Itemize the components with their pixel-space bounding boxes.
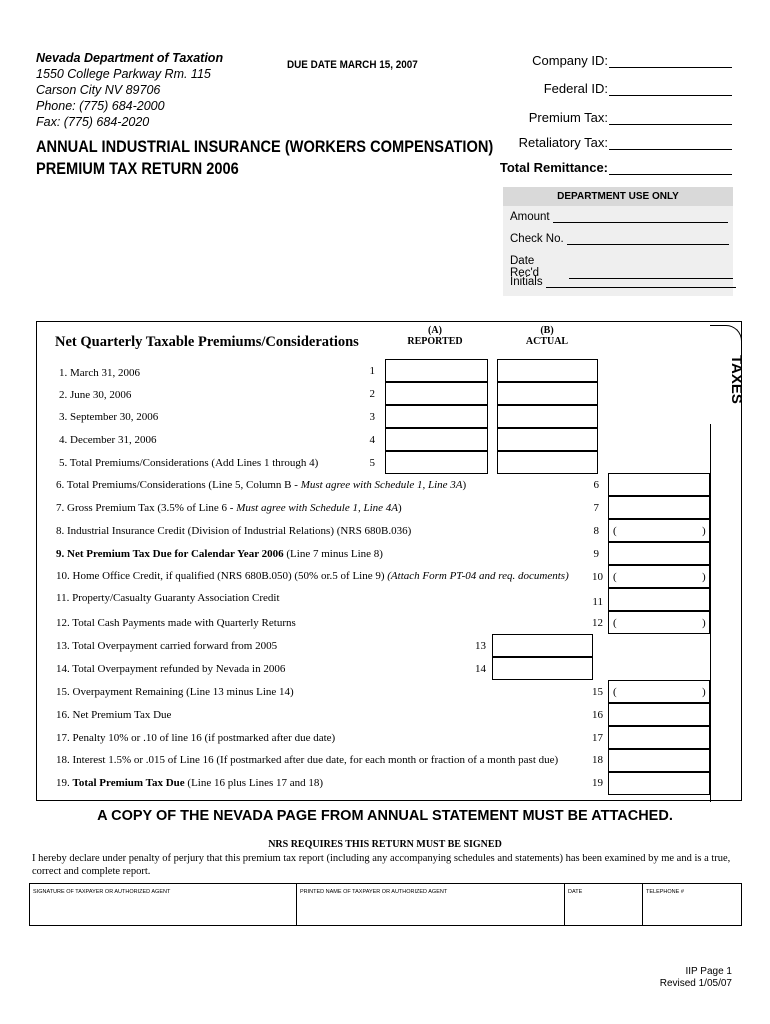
company-id-line[interactable] [609,55,732,68]
line-8-paren-open: ( [613,525,617,537]
line-15-label: 15. Overpayment Remaining (Line 13 minus Line 14) [56,686,294,698]
dept-check-label: Check No. [510,233,564,245]
line-16-label: 16. Net Premium Tax Due [56,709,172,721]
line-4-actual-input[interactable] [497,428,598,451]
line-18-number: 18 [592,754,603,766]
line-15-paren-close: ) [702,686,706,698]
agency-fax: Fax: (775) 684-2020 [36,115,150,129]
revision-date: Revised 1/05/07 [659,978,732,989]
company-id-label: Company ID: [532,53,608,68]
premium-tax-field[interactable] [529,110,732,125]
line-2-reported-input[interactable] [385,382,488,405]
line-17-number: 17 [592,732,603,744]
line-3-number: 3 [369,411,375,423]
line-5-number: 5 [369,457,375,469]
line-10-paren-close: ) [702,571,706,583]
taxes-tab-edge [710,424,711,802]
line-2-label: 2. June 30, 2006 [59,389,132,401]
due-date: DUE DATE MARCH 15, 2007 [287,59,418,71]
line-4-label: 4. December 31, 2006 [59,434,157,446]
signature-table [29,883,742,926]
column-a-header [404,325,466,347]
line-3-actual-input[interactable] [497,405,598,428]
line-16-number: 16 [592,709,603,721]
column-a-label: REPORTED [407,336,463,347]
line-15-paren-open: ( [613,686,617,698]
attachment-notice: A COPY OF THE NEVADA PAGE FROM ANNUAL STATEMENT MUST BE ATTACHED. [97,808,673,824]
dept-initials-label: Initials [510,276,543,288]
column-b-letter: (B) [540,325,554,336]
line-8-number: 8 [593,525,599,537]
line-5-label: 5. Total Premiums/Considerations (Add Lines 1 through 4) [59,457,319,469]
printed-name-cell[interactable] [297,884,565,925]
line-9-number: 9 [593,548,599,560]
form-title-line-1: ANNUAL INDUSTRIAL INSURANCE (WORKERS COMPENSATION) [36,137,494,156]
dept-amount-row [510,211,728,223]
line-2-actual-input[interactable] [497,382,598,405]
line-19-number: 19 [592,777,603,789]
taxes-tab-label: TAXES [728,355,745,404]
date-label: DATE [568,889,583,895]
total-remittance-line[interactable] [609,162,732,175]
line-1-actual-input[interactable] [497,359,598,382]
total-remittance-field[interactable] [500,160,732,175]
line-11-number: 11 [592,596,603,608]
federal-id-line[interactable] [609,83,732,96]
line-18-label: 18. Interest 1.5% or .015 of Line 16 (If postmarked after due date, for each month or fraction of a month past due) [56,754,559,766]
page-footer [660,966,732,990]
line-6-label: 6. Total Premiums/Considerations (Line 5, Column B - Must agree with Schedule 1, Line 3A) [56,479,467,491]
dept-check-row [510,233,729,245]
line-14-label: 14. Total Overpayment refunded by Nevada in 2006 [56,663,286,675]
line-5-actual-input[interactable] [497,451,598,474]
line-15-number: 15 [592,686,603,698]
line-7-label: 7. Gross Premium Tax (3.5% of Line 6 - Must agree with Schedule 1, Line 4A) [56,502,402,514]
line-10-label: 10. Home Office Credit, if qualified (NRS 680B.050) (50% or.5 of Line 9) (Attach Form PT-04 and req. documents) [56,570,569,582]
line-10-input[interactable] [608,565,710,588]
date-cell[interactable] [565,884,643,925]
line-12-paren-close: ) [702,617,706,629]
line-6-input[interactable] [608,473,710,496]
line-14-input[interactable] [492,657,593,680]
telephone-cell[interactable] [643,884,741,925]
section-title: Net Quarterly Taxable Premiums/Considerations [55,334,359,350]
line-5-reported-input[interactable] [385,451,488,474]
line-6-number: 6 [593,479,599,491]
printed-name-label: PRINTED NAME OF TAXPAYER OR AUTHORIZED AGENT [300,889,448,895]
retaliatory-tax-label: Retaliatory Tax: [518,135,608,150]
line-16-input[interactable] [608,703,710,726]
signature-cell[interactable] [30,884,297,925]
page-number: IIP Page 1 [685,966,732,977]
line-4-reported-input[interactable] [385,428,488,451]
total-remittance-label: Total Remittance: [499,160,608,175]
line-13-input[interactable] [492,634,593,657]
federal-id-field[interactable] [544,81,732,96]
column-a-letter: (A) [428,325,442,336]
line-8-input[interactable] [608,519,710,542]
line-1-reported-input[interactable] [385,359,488,382]
line-1-label: 1. March 31, 2006 [59,367,140,379]
line-11-label: 11. Property/Casualty Guaranty Association Credit [56,592,280,604]
line-18-input[interactable] [608,749,710,772]
line-12-paren-open: ( [613,617,617,629]
agency-block [36,50,223,130]
retaliatory-tax-field[interactable] [519,135,732,150]
premium-tax-label: Premium Tax: [528,110,608,125]
line-7-input[interactable] [608,496,710,519]
line-2-number: 2 [369,388,375,400]
line-8-paren-close: ) [702,525,706,537]
federal-id-label: Federal ID: [543,81,608,96]
line-3-label: 3. September 30, 2006 [59,411,159,423]
dept-amount-line [553,212,728,223]
line-17-label: 17. Penalty 10% or .10 of line 16 (if postmarked after due date) [56,732,336,744]
line-14-number: 14 [475,663,486,675]
dept-initials-row [510,276,736,288]
line-19-label: 19. Total Premium Tax Due (Line 16 plus Lines 17 and 18) [56,777,324,789]
department-use-heading: DEPARTMENT USE ONLY [503,187,733,206]
signature-label: SIGNATURE OF TAXPAYER OR AUTHORIZED AGENT [33,889,171,895]
line-13-label: 13. Total Overpayment carried forward from 2005 [56,640,278,652]
agency-address-2: Carson City NV 89706 [36,83,161,97]
line-19-input[interactable] [608,772,710,795]
line-12-input[interactable] [608,611,710,634]
line-1-number: 1 [369,365,375,377]
agency-phone: Phone: (775) 684-2000 [36,99,165,113]
line-10-number: 10 [592,571,603,583]
agency-address-1: 1550 College Parkway Rm. 115 [36,67,211,81]
column-b-label: ACTUAL [525,336,569,347]
line-3-reported-input[interactable] [385,405,488,428]
line-9-input[interactable] [608,542,710,565]
line-12-number: 12 [592,617,603,629]
line-4-number: 4 [369,434,375,446]
agency-name: Nevada Department of Taxation [36,51,224,65]
line-15-input[interactable] [608,680,710,703]
retaliatory-tax-line[interactable] [609,137,732,150]
signature-requirement: NRS REQUIRES THIS RETURN MUST BE SIGNED [268,839,502,850]
line-9-label: 9. Net Premium Tax Due for Calendar Year 2006 (Line 7 minus Line 8) [56,548,383,560]
dept-amount-label: Amount [510,211,550,223]
line-11-input[interactable] [608,588,710,611]
line-17-input[interactable] [608,726,710,749]
form-title-line-2: PREMIUM TAX RETURN 2006 [36,159,239,178]
premium-tax-line[interactable] [609,112,732,125]
dept-date-label: Date Rec'd [510,255,540,279]
line-10-paren-open: ( [613,571,617,583]
line-12-label: 12. Total Cash Payments made with Quarterly Returns [56,617,296,629]
perjury-declaration: I hereby declare under penalty of perjury that this premium tax report (including any accompanying schedules and statements) has been examined by me and is a true, correct and complete report. [32,853,731,877]
department-use-box [503,206,733,296]
line-13-number: 13 [475,640,486,652]
company-id-field[interactable] [532,53,732,68]
line-8-label: 8. Industrial Insurance Credit (Division of Industrial Relations) (NRS 680B.036) [56,525,412,537]
column-b-header [516,325,578,347]
telephone-label: TELEPHONE # [646,889,684,895]
dept-check-line [567,234,729,245]
line-7-number: 7 [593,502,599,514]
dept-initials-line [546,277,736,288]
